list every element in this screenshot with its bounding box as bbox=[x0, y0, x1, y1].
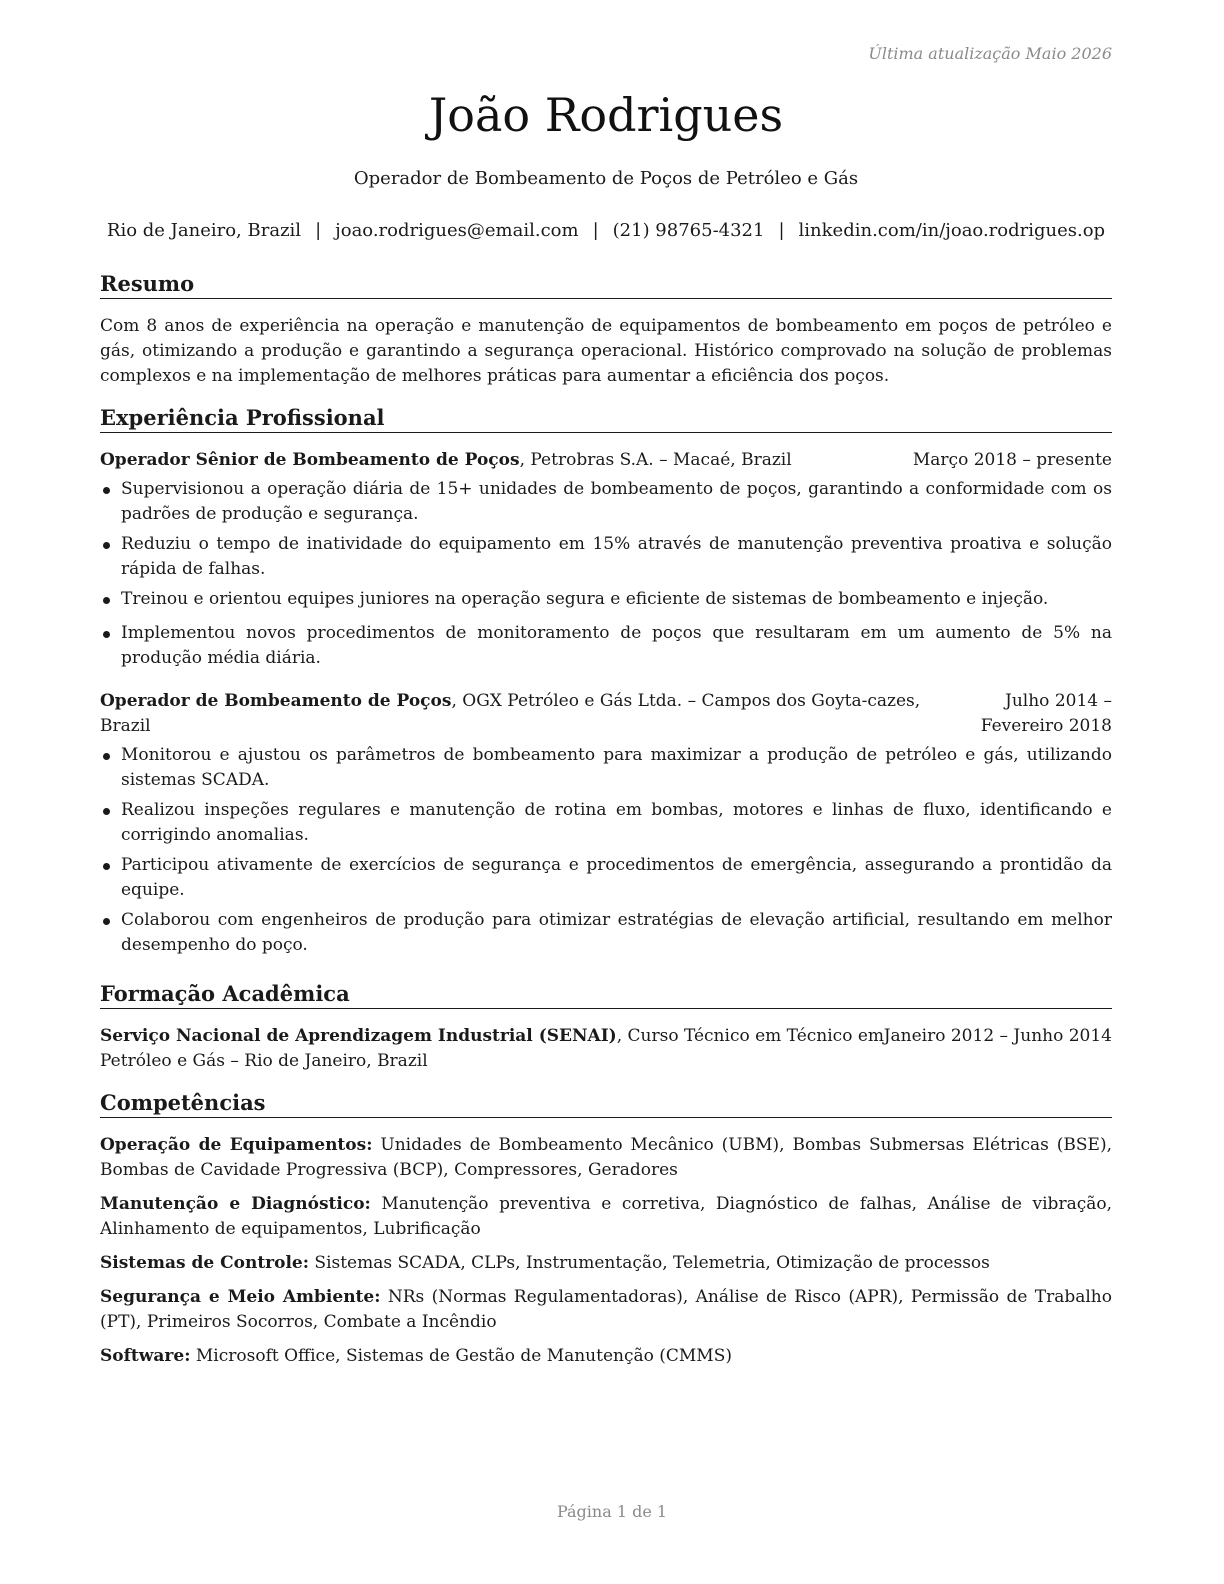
last-updated: Última atualização Maio 2026 bbox=[868, 44, 1112, 63]
job-header bbox=[100, 689, 1112, 739]
course: , Curso Técnico em Técnico em Petróleo e Gás – Rio de Janeiro, Brazil bbox=[100, 1026, 885, 1071]
linkedin-link[interactable]: linkedin.com/in/joao.rodrigues.op bbox=[798, 220, 1106, 241]
location: Rio de Janeiro, Brazil bbox=[106, 220, 302, 241]
list-item: Supervisionou a operação diária de 15+ unidades de bombeamento de poços, garantindo a conformidade com os padrões de produção e segurança. bbox=[100, 477, 1112, 527]
job-role: Operador Sênior de Bombeamento de Poços bbox=[100, 450, 520, 470]
list-item: Implementou novos procedimentos de monitoramento de poços que resultaram em um aumento de 5% na produção média diária. bbox=[100, 621, 1112, 671]
skill-label: Software: bbox=[100, 1346, 191, 1366]
skill-label: Operação de Equipamentos: bbox=[100, 1135, 373, 1155]
skill-row bbox=[100, 1251, 1112, 1276]
phone: (21) 98765-4321 bbox=[612, 220, 765, 241]
skills-list bbox=[100, 1133, 1112, 1369]
skill-label: Manutenção e Diagnóstico: bbox=[100, 1194, 371, 1214]
page-number: Página 1 de 1 bbox=[556, 1502, 668, 1521]
contact-line bbox=[82, 220, 1130, 241]
skill-value: Unidades de Bombeamento Mecânico (UBM), Bombas Submersas Elétricas (BSE), Bombas de Cavidade Progressiva (BCP), Compressores, Geradores bbox=[100, 1135, 1112, 1180]
skills-section bbox=[100, 1089, 1112, 1378]
section-heading: Experiência Profissional bbox=[100, 404, 1112, 433]
job-entry bbox=[100, 448, 1112, 671]
job-company: , OGX Petróleo e Gás Ltda. – Campos dos Goyta-cazes, Brazil bbox=[100, 691, 921, 736]
job-bullets bbox=[100, 743, 1112, 958]
skill-row bbox=[100, 1192, 1112, 1242]
skill-row bbox=[100, 1285, 1112, 1335]
skill-value: NRs (Normas Regulamentadoras), Análise de Risco (APR), Permissão de Trabalho (PT), Primeiros Socorros, Combate a Incêndio bbox=[100, 1287, 1112, 1332]
job-dates: Julho 2014 – Fevereiro 2018 bbox=[980, 691, 1112, 736]
job-entry bbox=[100, 689, 1112, 958]
list-item: Reduziu o tempo de inatividade do equipamento em 15% através de manutenção preventiva proativa e solução rápida de falhas. bbox=[100, 532, 1112, 582]
resume-page bbox=[100, 0, 1112, 1584]
job-header bbox=[100, 448, 1112, 473]
skill-row bbox=[100, 1344, 1112, 1369]
job-bullets bbox=[100, 477, 1112, 671]
job-role: Operador de Bombeamento de Poços bbox=[100, 691, 452, 711]
skill-value: Manutenção preventiva e corretiva, Diagnóstico de falhas, Análise de vibração, Alinhamento de equipamentos, Lubrificação bbox=[100, 1194, 1113, 1239]
list-item: Colaborou com engenheiros de produção para otimizar estratégias de elevação artificial, resultando em melhor desempenho do poço. bbox=[100, 908, 1112, 958]
job-company: , Petrobras S.A. – Macaé, Brazil bbox=[519, 450, 792, 470]
section-heading: Resumo bbox=[100, 270, 1112, 299]
job-title: Operador de Bombeamento de Poços de Petróleo e Gás bbox=[353, 168, 859, 189]
skill-row bbox=[100, 1133, 1112, 1183]
skill-value: Sistemas SCADA, CLPs, Instrumentação, Telemetria, Otimização de processos bbox=[309, 1253, 990, 1273]
section-heading: Formação Acadêmica bbox=[100, 980, 1112, 1009]
email-link[interactable]: joao.rodrigues@email.com bbox=[335, 220, 579, 241]
skill-value: Microsoft Office, Sistemas de Gestão de Manutenção (CMMS) bbox=[190, 1346, 732, 1366]
education-entry bbox=[100, 1024, 1112, 1074]
summary-section bbox=[100, 270, 1112, 389]
separator: | bbox=[315, 220, 322, 241]
job-dates: Março 2018 – presente bbox=[912, 450, 1112, 470]
candidate-name: João Rodrigues bbox=[428, 88, 784, 142]
skill-label: Sistemas de Controle: bbox=[100, 1253, 310, 1273]
list-item: Treinou e orientou equipes juniores na operação segura e eficiente de sistemas de bombeamento e injeção. bbox=[100, 587, 1112, 612]
experience-section bbox=[100, 404, 1112, 963]
list-item: Participou ativamente de exercícios de segurança e procedimentos de emergência, assegurando a prontidão da equipe. bbox=[100, 853, 1112, 903]
education-dates: Janeiro 2012 – Junho 2014 bbox=[883, 1026, 1112, 1046]
education-section bbox=[100, 980, 1112, 1074]
skill-label: Segurança e Meio Ambiente: bbox=[100, 1287, 381, 1307]
summary-text: Com 8 anos de experiência na operação e manutenção de equipamentos de bombeamento em poços de petróleo e gás, otimizando a produção e garantindo a segurança operacional. Histórico comprovado na solução de problemas complexos e na implementação de melhores práticas para aumentar a eficiência dos poços. bbox=[100, 316, 1112, 386]
separator: | bbox=[778, 220, 785, 241]
section-heading: Competências bbox=[100, 1089, 1112, 1118]
list-item: Realizou inspeções regulares e manutenção de rotina em bombas, motores e linhas de fluxo, identificando e corrigindo anomalias. bbox=[100, 798, 1112, 848]
separator: | bbox=[592, 220, 599, 241]
list-item: Monitorou e ajustou os parâmetros de bombeamento para maximizar a produção de petróleo e gás, utilizando sistemas SCADA. bbox=[100, 743, 1112, 793]
institution: Serviço Nacional de Aprendizagem Industrial (SENAI) bbox=[100, 1026, 617, 1046]
